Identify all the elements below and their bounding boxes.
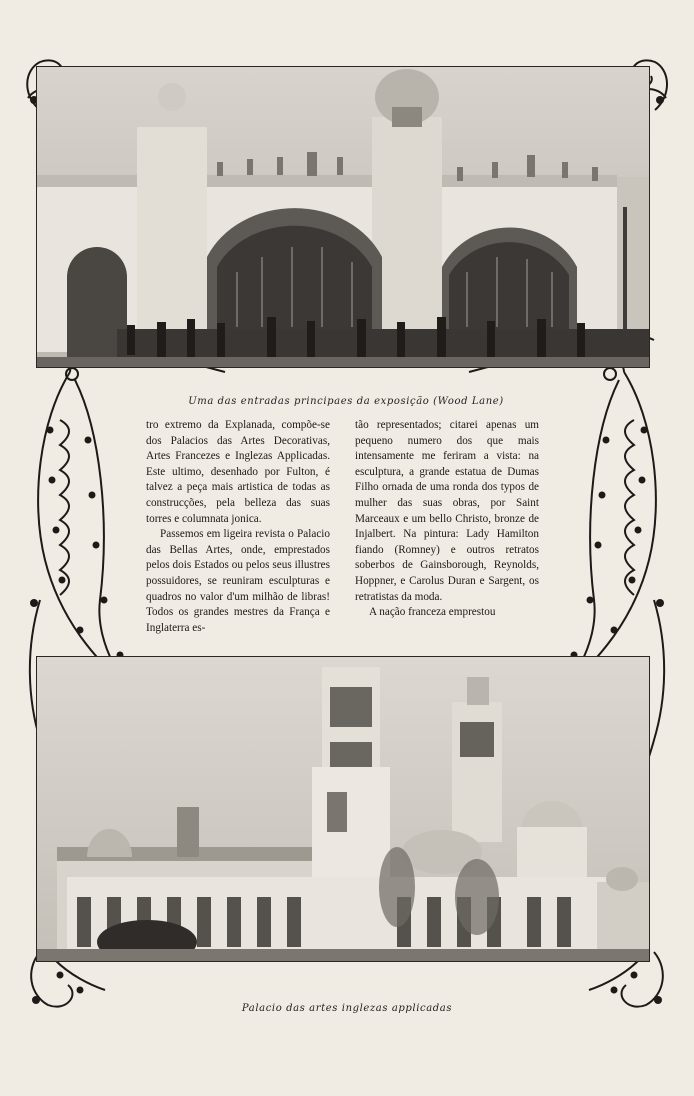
article-right-column: [355, 418, 539, 621]
bottom-photo-palace-english-applied-arts: [36, 656, 650, 962]
article-left-column: [146, 418, 330, 636]
top-photo-exhibition-entrance: [36, 66, 650, 368]
bottom-photo-caption: Palacio das artes inglezas applicadas: [241, 1003, 453, 1014]
right-paragraph-2: A nação franceza emprestou: [369, 606, 496, 619]
right-paragraph-1: tão representados; citarei apenas um pequeno numero dos que mais intensamente me feriram a vista: na esculptura, a grande estatua de Dumas Filho ornada de uma ronda dos typos de mulher das suas obras, por Saint Marceaux e um bello Christo, bronze de Injalbert. Na pintura: Lady Hamilton fiando (Romney) e outros retratos soberbos de Gainsborough, Reynolds, Hoppner, e Carolus Duran e Sargent, os retratistas da moda.: [355, 419, 539, 603]
left-paragraph-2: Passemos em ligeira revista o Palacio das Bellas Artes, onde, emprestados pelos dois Estados ou pelos seus illustres possuidores, se reuniram esculpturas e quadros no valor d'um milhão de libras! Todos os grandes mestres da França e Inglaterra es-: [146, 528, 330, 634]
top-photo-caption: Uma das entradas principaes da exposição (Wood Lane): [188, 396, 504, 407]
left-paragraph-1: tro extremo da Explanada, compõe-se dos Palacios das Artes Decorativas, Artes Francezes e Inglezas Applicadas. Este ultimo, desenhado por Fulton, é talvez a peça mais artistica de todas as construcções, pela belleza das suas torres e columnata jonica.: [146, 419, 330, 525]
